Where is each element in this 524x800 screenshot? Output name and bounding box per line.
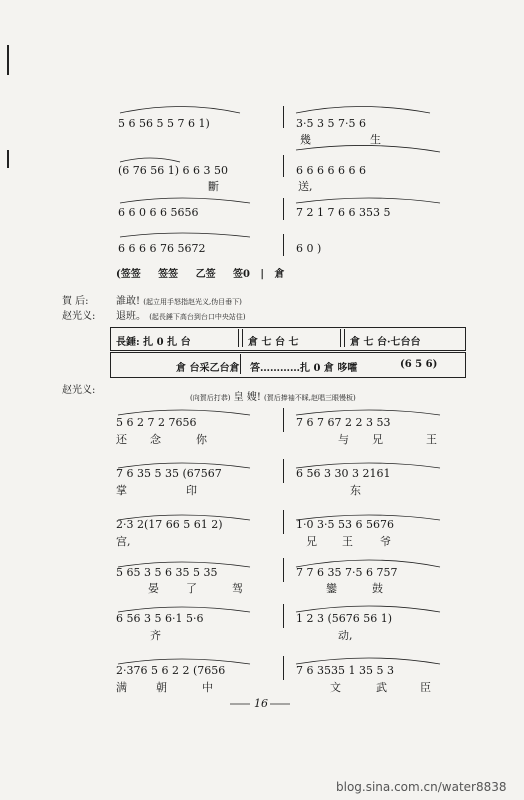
percussion-seg: 長錘: 扎 0 扎 台: [116, 337, 191, 348]
percussion-seg: 倉 台采乙台倉: [176, 363, 240, 374]
barline: [283, 459, 284, 483]
lyric: 齐: [150, 629, 161, 642]
row2-lyric-2: 送,: [298, 180, 313, 193]
speaker-name: 赵光义:: [62, 385, 96, 396]
lyric: 中: [202, 681, 213, 694]
lyric: 掌: [116, 484, 127, 497]
stage-direction: (向賀后打恭): [190, 394, 231, 402]
lyric: 你: [196, 433, 207, 446]
row10-left: 2·376 5 6 2 2 (7656: [116, 664, 226, 677]
row1-left: 5 6 56 5 5 7 6 1): [118, 117, 210, 130]
row8-right: 7 7 6 35 7·5 6 757: [296, 566, 398, 579]
barline: [283, 198, 284, 220]
row7-right: 1·0 3·5 53 6 5676: [296, 518, 394, 531]
row7-left: 2·3 2(17 66 5 61 2): [116, 518, 223, 531]
barline: [283, 234, 284, 256]
lyric: 与: [338, 433, 349, 446]
lyric: 晏: [148, 582, 159, 595]
lyric: 鑾: [326, 582, 337, 595]
speaker-line: [116, 292, 242, 307]
speaker-name: 赵光义:: [62, 311, 96, 322]
gong-syllable: 签签: [120, 269, 141, 280]
row3-left: 6 6 0 6 6 5656: [118, 206, 199, 219]
speaker-line: [190, 388, 356, 403]
row9-right: 1 2 3 (5676 56 1): [296, 612, 393, 625]
barline: [283, 408, 284, 432]
page-number: 16: [254, 697, 268, 710]
double-barline: [238, 329, 243, 347]
lyric: 念: [150, 433, 161, 446]
lyric: 朝: [156, 681, 167, 694]
barline: [240, 354, 241, 374]
barline: [283, 510, 284, 534]
row3-right: 7 2 1 7 6 6 353 5: [296, 206, 391, 219]
lyric: 印: [186, 484, 197, 497]
row1-right: 3·5 3 5 7·5 6: [296, 117, 366, 130]
stage-direction: (起立用手怒指赵光义,伪目垂下): [143, 298, 242, 306]
double-barline: [340, 329, 345, 347]
lyric: 兄: [372, 433, 383, 446]
row9-left: 6 56 3 5 6·1 5·6: [116, 612, 204, 625]
lyric: 王: [342, 535, 353, 548]
row10-right: 7 6 3535 1 35 5 3: [296, 664, 394, 677]
row4-left: 6 6 6 6 76 5672: [118, 242, 206, 255]
lyric: 文: [330, 681, 341, 694]
gong-syllable: 乙签: [195, 269, 216, 280]
percussion-seg: 倉 七 台·七台台: [350, 337, 421, 348]
gong-row-1: (签签 签签 乙签 签0 | 倉: [116, 269, 285, 280]
lyric: 东: [350, 484, 361, 497]
barline: [283, 155, 284, 177]
lyric: 臣: [420, 681, 431, 694]
row2-left: (6 76 56 1) 6 6 3 50: [118, 164, 229, 177]
lyric: 爷: [380, 535, 391, 548]
barline: [283, 656, 284, 680]
lyric: 兄: [306, 535, 317, 548]
row6-right: 6 56 3 30 3 2161: [296, 467, 391, 480]
lyric: 动,: [338, 629, 353, 642]
gong-syllable: 倉: [274, 269, 285, 280]
stage-direction: (賀后捧袖不睬,赵唱三眼慢板): [264, 394, 356, 402]
gong-syllable: 签0: [233, 269, 250, 280]
row2-lyric-1: 斷: [208, 180, 219, 193]
lyric: 满: [116, 681, 127, 694]
percussion-seg: 倉 七 台 七: [248, 337, 299, 348]
lyric: 了: [186, 582, 197, 595]
percussion-seg: (6 5 6): [400, 359, 438, 370]
barline: [283, 106, 284, 128]
lyric: 鼓: [372, 582, 383, 595]
row2-right: 6 6 6 6 6 6 6: [296, 164, 366, 177]
speaker-name: 賀 后:: [62, 296, 89, 307]
lyric: 武: [376, 681, 387, 694]
spoken-line: 誰敢!: [116, 296, 141, 307]
stage-direction: (起長錘下高台到台口中央站住): [149, 313, 246, 321]
row5-right: 7 6 7 67 2 2 3 53: [296, 416, 391, 429]
lyric: 还: [116, 433, 127, 446]
gong-syllable: 签签: [158, 269, 179, 280]
lyric: 王: [426, 433, 437, 446]
watermark: blog.sina.com.cn/water8838: [336, 780, 507, 794]
row6-left: 7 6 35 5 35 (67567: [116, 467, 222, 480]
speaker-line: [116, 307, 246, 322]
row1-lyric-1: 幾: [300, 133, 311, 146]
row8-left: 5 65 3 5 6 35 5 35: [116, 566, 218, 579]
spoken-line: 皇 嫂!: [233, 392, 261, 403]
row4-right: 6 0 ): [296, 242, 322, 255]
lyric: 宫,: [116, 535, 131, 548]
barline: [283, 604, 284, 628]
barline: [283, 558, 284, 582]
lyric: 驾: [232, 582, 243, 595]
row1-lyric-2: 生: [370, 133, 381, 146]
row5-left: 5 6 2 7 2 7656: [116, 416, 197, 429]
percussion-seg: 答…………扎 0 倉 哆嚯: [250, 363, 358, 374]
spoken-line: 退班。: [116, 311, 146, 322]
